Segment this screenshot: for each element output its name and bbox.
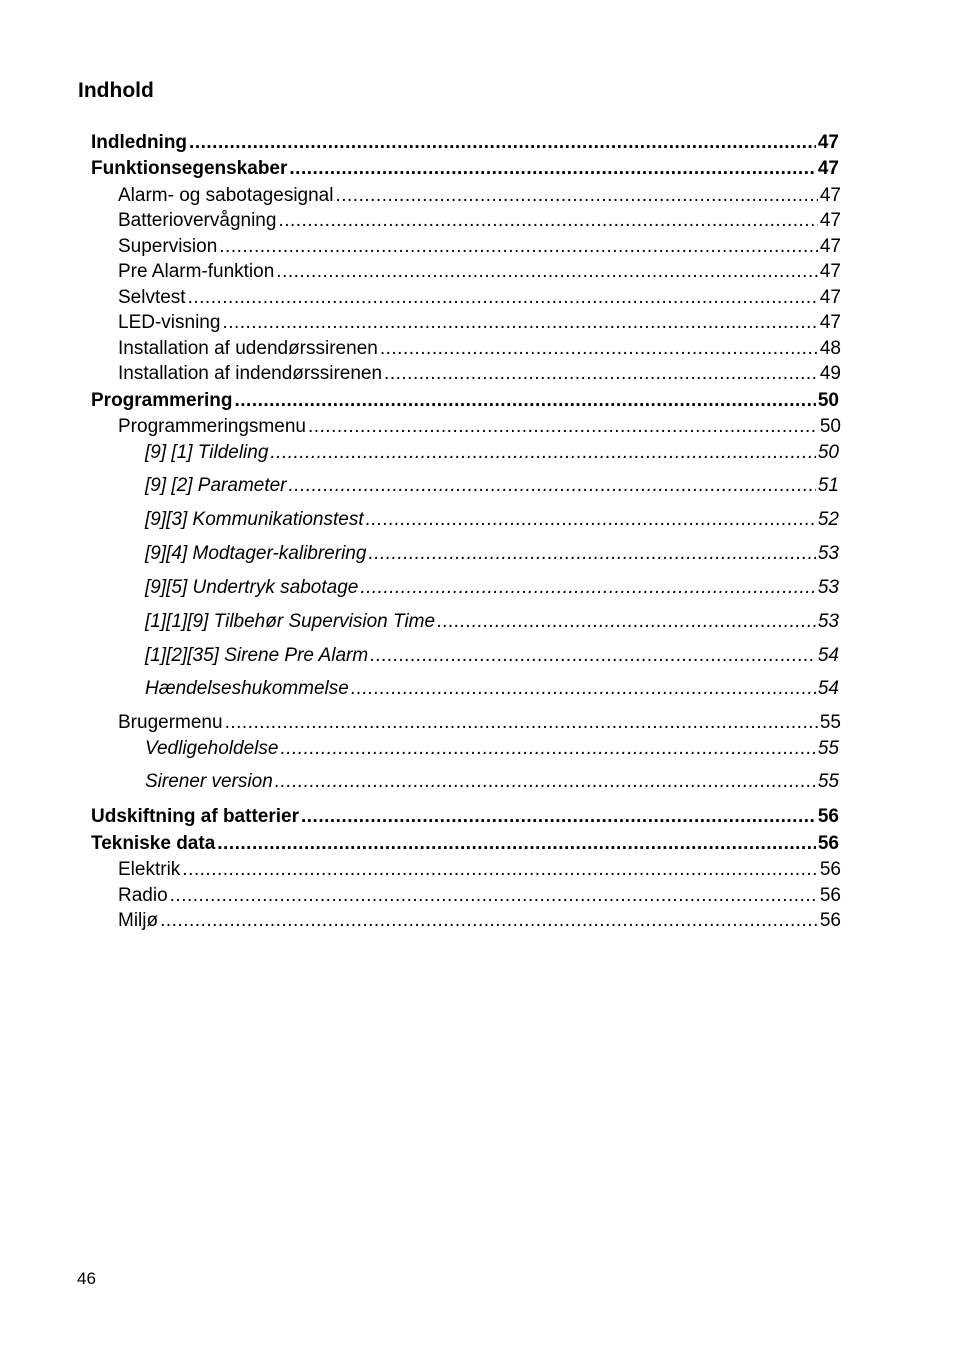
toc-entry-label: Miljø (118, 910, 159, 931)
toc-entry-label: Udskiftning af batterier (91, 806, 299, 827)
toc-entry-udskiftning-batterier[interactable] (91, 805, 839, 829)
toc-entry-page: 47 (817, 158, 839, 179)
dot-leader (360, 576, 816, 600)
toc-entry-label: Selvtest (118, 287, 186, 308)
toc-entry-page: 50 (817, 390, 839, 411)
dot-leader (276, 260, 818, 284)
toc-entry-page: 48 (819, 338, 841, 359)
toc-entry-page: 50 (819, 416, 841, 437)
toc-entry-page: 55 (817, 738, 839, 759)
toc-entry-funktionsegenskaber[interactable] (91, 157, 839, 181)
toc-entry-page: 47 (819, 261, 841, 282)
toc-entry-label: [9] [1] Tildeling (145, 442, 269, 463)
dot-leader (335, 184, 817, 208)
toc-entry-label: LED-visning (118, 312, 221, 333)
toc-entry-page: 53 (817, 577, 839, 598)
toc-entry-page: 56 (817, 806, 839, 827)
dot-leader (278, 209, 817, 233)
dot-leader (289, 474, 816, 498)
toc-entry-label: Programmering (91, 390, 233, 411)
toc-entry-label: Installation af udendørssirenen (118, 338, 378, 359)
toc-entry-label: Funktionsegenskaber (91, 158, 288, 179)
dot-leader (225, 711, 818, 735)
toc-entry-label: Radio (118, 885, 168, 906)
toc-entry-page: 56 (819, 885, 841, 906)
toc-entry-label: Brugermenu (118, 712, 223, 733)
toc-entry-page: 55 (817, 771, 839, 792)
toc-entry-label: Vedligeholdelse (145, 738, 279, 759)
toc-entry-selvtest[interactable] (118, 286, 841, 310)
toc-entry-9-5-undertryk-sabotage[interactable] (145, 576, 839, 600)
toc-entry-page: 54 (817, 645, 839, 666)
toc-entry-tekniske-data[interactable] (91, 832, 839, 856)
toc-entry-page: 47 (819, 185, 841, 206)
toc-entry-page: 47 (819, 210, 841, 231)
toc-entry-label: Installation af indendørssirenen (118, 363, 383, 384)
toc-entry-page: 53 (817, 543, 839, 564)
toc-entry-page: 56 (819, 910, 841, 931)
toc-entry-label: [9][3] Kommunikationstest (145, 509, 364, 530)
toc-entry-installation-udendors[interactable] (118, 337, 841, 361)
toc-entry-miljo[interactable] (118, 909, 841, 933)
dot-leader (217, 832, 816, 856)
toc-entry-page: 49 (819, 363, 841, 384)
toc-entry-brugermenu[interactable] (118, 711, 841, 735)
dot-leader (188, 286, 818, 310)
toc-entry-batteriovervagning[interactable] (118, 209, 841, 233)
toc-entry-pre-alarm-funktion[interactable] (118, 260, 841, 284)
dot-leader (366, 508, 816, 532)
toc-entry-label: Programmeringsmenu (118, 416, 306, 437)
dot-leader (160, 909, 818, 933)
dot-leader (351, 677, 816, 701)
toc-entry-page: 50 (817, 442, 839, 463)
toc-entry-page: 52 (817, 509, 839, 530)
toc-entry-1-1-9-tilbehor-supervision[interactable] (145, 610, 839, 634)
dot-leader (182, 858, 818, 882)
toc-entry-haendelseshukommelse[interactable] (145, 677, 839, 701)
toc-entry-alarm-sabotagesignal[interactable] (118, 184, 841, 208)
toc-entry-label: Hændelseshukommelse (145, 678, 349, 699)
toc-entry-page: 47 (819, 287, 841, 308)
toc-entry-vedligeholdelse[interactable] (145, 737, 839, 761)
toc-entry-programmering[interactable] (91, 389, 839, 413)
toc-entry-page: 47 (817, 132, 839, 153)
page-title: Indhold (78, 79, 154, 102)
toc-entry-page: 55 (819, 712, 841, 733)
toc-entry-indledning[interactable] (91, 131, 839, 155)
toc-entry-page: 56 (817, 833, 839, 854)
toc-entry-9-1-tildeling[interactable] (145, 441, 839, 465)
dot-leader (280, 737, 815, 761)
toc-entry-label: Tekniske data (91, 833, 216, 854)
dot-leader (437, 610, 816, 634)
toc-entry-label: Supervision (118, 236, 218, 257)
dot-leader (384, 362, 818, 386)
toc-entry-page: 54 (817, 678, 839, 699)
toc-entry-label: Elektrik (118, 859, 181, 880)
toc-entry-sirener-version[interactable] (145, 770, 839, 794)
toc-entry-9-2-parameter[interactable] (145, 474, 839, 498)
toc-entry-label: Pre Alarm-funktion (118, 261, 275, 282)
toc-entry-page: 53 (817, 611, 839, 632)
toc-entry-label: Indledning (91, 132, 188, 153)
toc-entry-programmeringsmenu[interactable] (118, 415, 841, 439)
toc-entry-page: 47 (819, 312, 841, 333)
dot-leader (370, 644, 816, 668)
dot-leader (219, 235, 818, 259)
page-number: 46 (77, 1269, 96, 1288)
toc-entry-elektrik[interactable] (118, 858, 841, 882)
toc-entry-page: 47 (819, 236, 841, 257)
toc-entry-label: Alarm- og sabotagesignal (118, 185, 334, 206)
toc-entry-label: [9][4] Modtager-kalibrering (145, 543, 367, 564)
toc-entry-label: [1][2][35] Sirene Pre Alarm (145, 645, 369, 666)
toc-entry-label: Sirener version (145, 771, 273, 792)
toc-entry-installation-indendors[interactable] (118, 362, 841, 386)
toc-entry-9-3-kommunikationstest[interactable] (145, 508, 839, 532)
dot-leader (301, 805, 816, 829)
dot-leader (270, 441, 815, 465)
toc-entry-page: 51 (817, 475, 839, 496)
toc-entry-radio[interactable] (118, 884, 841, 908)
toc-entry-9-4-modtager-kalibrering[interactable] (145, 542, 839, 566)
dot-leader (308, 415, 818, 439)
toc-entry-1-2-35-sirene-pre-alarm[interactable] (145, 644, 839, 668)
dot-leader (275, 770, 816, 794)
toc-entry-supervision[interactable] (118, 235, 841, 259)
dot-leader (170, 884, 818, 908)
toc-entry-label: [9] [2] Parameter (145, 475, 287, 496)
dot-leader (289, 157, 815, 181)
dot-leader (234, 389, 815, 413)
dot-leader (222, 311, 817, 335)
toc-entry-label: [9][5] Undertryk sabotage (145, 577, 359, 598)
toc-entry-label: [1][1][9] Tilbehør Supervision Time (145, 611, 436, 632)
toc-entry-led-visning[interactable] (118, 311, 841, 335)
dot-leader (368, 542, 815, 566)
dot-leader (380, 337, 818, 361)
toc-entry-label: Batteriovervågning (118, 210, 277, 231)
toc-entry-page: 56 (819, 859, 841, 880)
dot-leader (189, 131, 816, 155)
